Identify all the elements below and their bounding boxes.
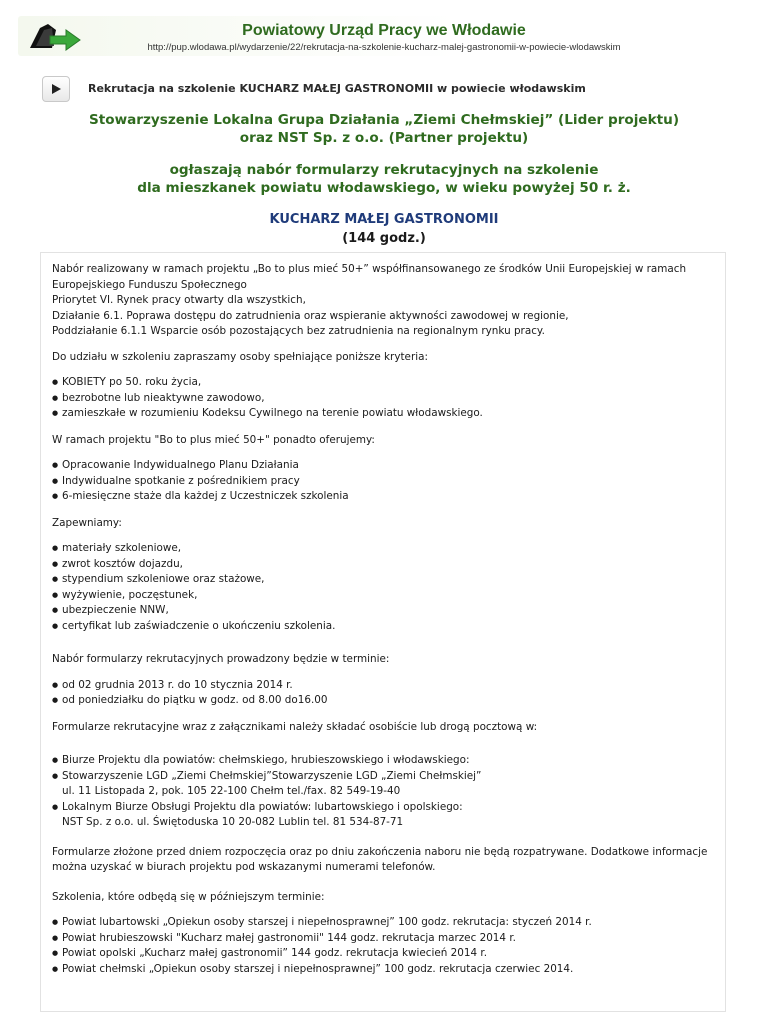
later-heading: Szkolenia, które odbędą się w późniejszym terminie:: [52, 890, 325, 903]
intro-line: Europejskiego Funduszu Społecznego: [52, 278, 247, 291]
term-heading: Nabór formularzy rekrutacyjnych prowadzony będzie w terminie:: [52, 653, 390, 665]
list-item: ● od 02 grudnia 2013 r. do 10 stycznia 2014 r.: [62, 678, 722, 694]
list-item: ● 6-miesięczne staże dla każdej z Uczestniczek szkolenia: [62, 489, 722, 505]
note-line: Formularze złożone przed dniem rozpoczęcia oraz po dniu zakończenia naboru nie będą rozpatrywane. Dodatkowe informacje: [52, 845, 708, 858]
list-item: ● ubezpieczenie NNW,: [62, 603, 722, 619]
note-paragraph: [52, 845, 722, 876]
submit-heading: Formularze rekrutacyjne wraz z załącznikami należy składać osobiście lub drogą pocztową w:: [52, 720, 538, 733]
site-header: [0, 0, 768, 60]
announcement-line-1: ogłaszają nabór formularzy rekrutacyjnych na szkolenie: [169, 162, 599, 178]
later-list: [52, 915, 722, 977]
article-arrow-button[interactable]: [42, 76, 70, 102]
list-item: ● od poniedziałku do piątku w godz. od 8.00 do16.00: [62, 693, 722, 709]
offer-list: [52, 458, 722, 505]
announcement-line-2: dla mieszkanek powiatu włodawskiego, w wieku powyżej 50 r. ż.: [137, 180, 631, 196]
organizer-line-1: Stowarzyszenie Lokalna Grupa Działania „Ziemi Chełmskiej” (Lider projektu): [88, 112, 680, 128]
list-item: [62, 800, 722, 831]
intro-line: Priorytet VI. Rynek pracy otwarty dla wszystkich,: [52, 294, 306, 306]
place-address: NST Sp. z o.o. ul. Świętoduska 10 20-082 Lublin tel. 81 534-87-71: [62, 816, 404, 828]
intro-line: Poddziałanie 6.1.1 Wsparcie osób pozostających bez zatrudnienia na regionalnym rynku pracy.: [52, 325, 545, 337]
list-item: ● zamieszkałe w rozumieniu Kodeksu Cywilnego na terenie powiatu włodawskiego.: [62, 406, 722, 422]
list-item: ● Powiat chełmski „Opiekun osoby starszej i niepełnosprawnej” 100 godz. rekrutacja czerwiec 2014.: [62, 962, 722, 978]
list-item: ● Opracowanie Indywidualnego Planu Działania: [62, 458, 722, 474]
term-list: [52, 678, 722, 709]
list-item: ● wyżywienie, poczęstunek,: [62, 588, 722, 604]
provide-heading: Zapewniamy:: [52, 516, 122, 529]
list-item: ● Indywidualne spotkanie z pośrednikiem pracy: [62, 474, 722, 490]
organizer-line-2: oraz NST Sp. z o.o. (Partner projektu): [239, 130, 529, 146]
article-body: [52, 262, 722, 988]
provide-list: [52, 541, 722, 634]
site-title[interactable]: Powiatowy Urząd Pracy we Włodawie: [242, 22, 526, 39]
page-url: http://pup.wlodawa.pl/wydarzenie/22/rekrutacja-na-szkolenie-kucharz-malej-gastronomii-w-powiecie-wlodawskim: [147, 42, 621, 53]
criteria-heading: Do udziału w szkoleniu zapraszamy osoby spełniające poniższe kryteria:: [52, 350, 428, 363]
place-address: ul. 11 Listopada 2, pok. 105 22-100 Chełm tel./fax. 82 549-19-40: [62, 785, 401, 797]
list-item: ● Powiat hrubieszowski "Kucharz małej gastronomii" 144 godz. rekrutacja marzec 2014 r.: [62, 931, 722, 947]
intro-paragraph: [52, 262, 722, 340]
list-item: ● Powiat lubartowski „Opiekun osoby starszej i niepełnosprawnej” 100 godz. rekrutacja: styczeń 2014 r.: [62, 915, 722, 931]
list-item: ● KOBIETY po 50. roku życia,: [62, 375, 722, 391]
criteria-list: [52, 375, 722, 422]
list-item: ● Powiat opolski „Kucharz małej gastronomii” 144 godz. rekrutacja kwiecień 2014 r.: [62, 946, 722, 962]
arrow-right-icon: [50, 83, 62, 95]
list-item: ● bezrobotne lub nieaktywne zawodowo,: [62, 391, 722, 407]
intro-line: Działanie 6.1. Poprawa dostępu do zatrudnienia oraz wspieranie aktywności zawodowej w regionie,: [52, 309, 569, 322]
place-line: Stowarzyszenie LGD „Ziemi Chełmskiej”Stowarzyszenie LGD „Ziemi Chełmskiej”: [62, 769, 482, 782]
intro-line: Nabór realizowany w ramach projektu „Bo to plus mieć 50+” współfinansowanego ze środków Unii Europejskiej w ramach: [52, 263, 687, 275]
list-item: ● zwrot kosztów dojazdu,: [62, 557, 722, 573]
course-name: KUCHARZ MAŁEJ GASTRONOMII: [269, 212, 499, 227]
list-item: [62, 753, 722, 769]
list-item: ● stypendium szkoleniowe oraz stażowe,: [62, 572, 722, 588]
place-line: Biurze Projektu dla powiatów: chełmskiego, hrubieszowskiego i włodawskiego:: [62, 754, 470, 766]
list-item: ● materiały szkoleniowe,: [62, 541, 722, 557]
list-item: [62, 769, 722, 800]
course-hours: (144 godz.): [342, 231, 426, 246]
place-line: Lokalnym Biurze Obsługi Projektu dla powiatów: lubartowskiego i opolskiego:: [62, 800, 463, 813]
note-line: można uzyskać w biurach projektu pod wskazanymi numerami telefonów.: [52, 861, 436, 873]
list-item: ● certyfikat lub zaświadczenie o ukończeniu szkolenia.: [62, 619, 722, 635]
places-list: [52, 753, 722, 831]
offer-heading: W ramach projektu "Bo to plus mieć 50+" ponadto oferujemy:: [52, 433, 375, 446]
article-title: Rekrutacja na szkolenie KUCHARZ MAŁEJ GASTRONOMII w powiecie włodawskim: [88, 82, 586, 95]
